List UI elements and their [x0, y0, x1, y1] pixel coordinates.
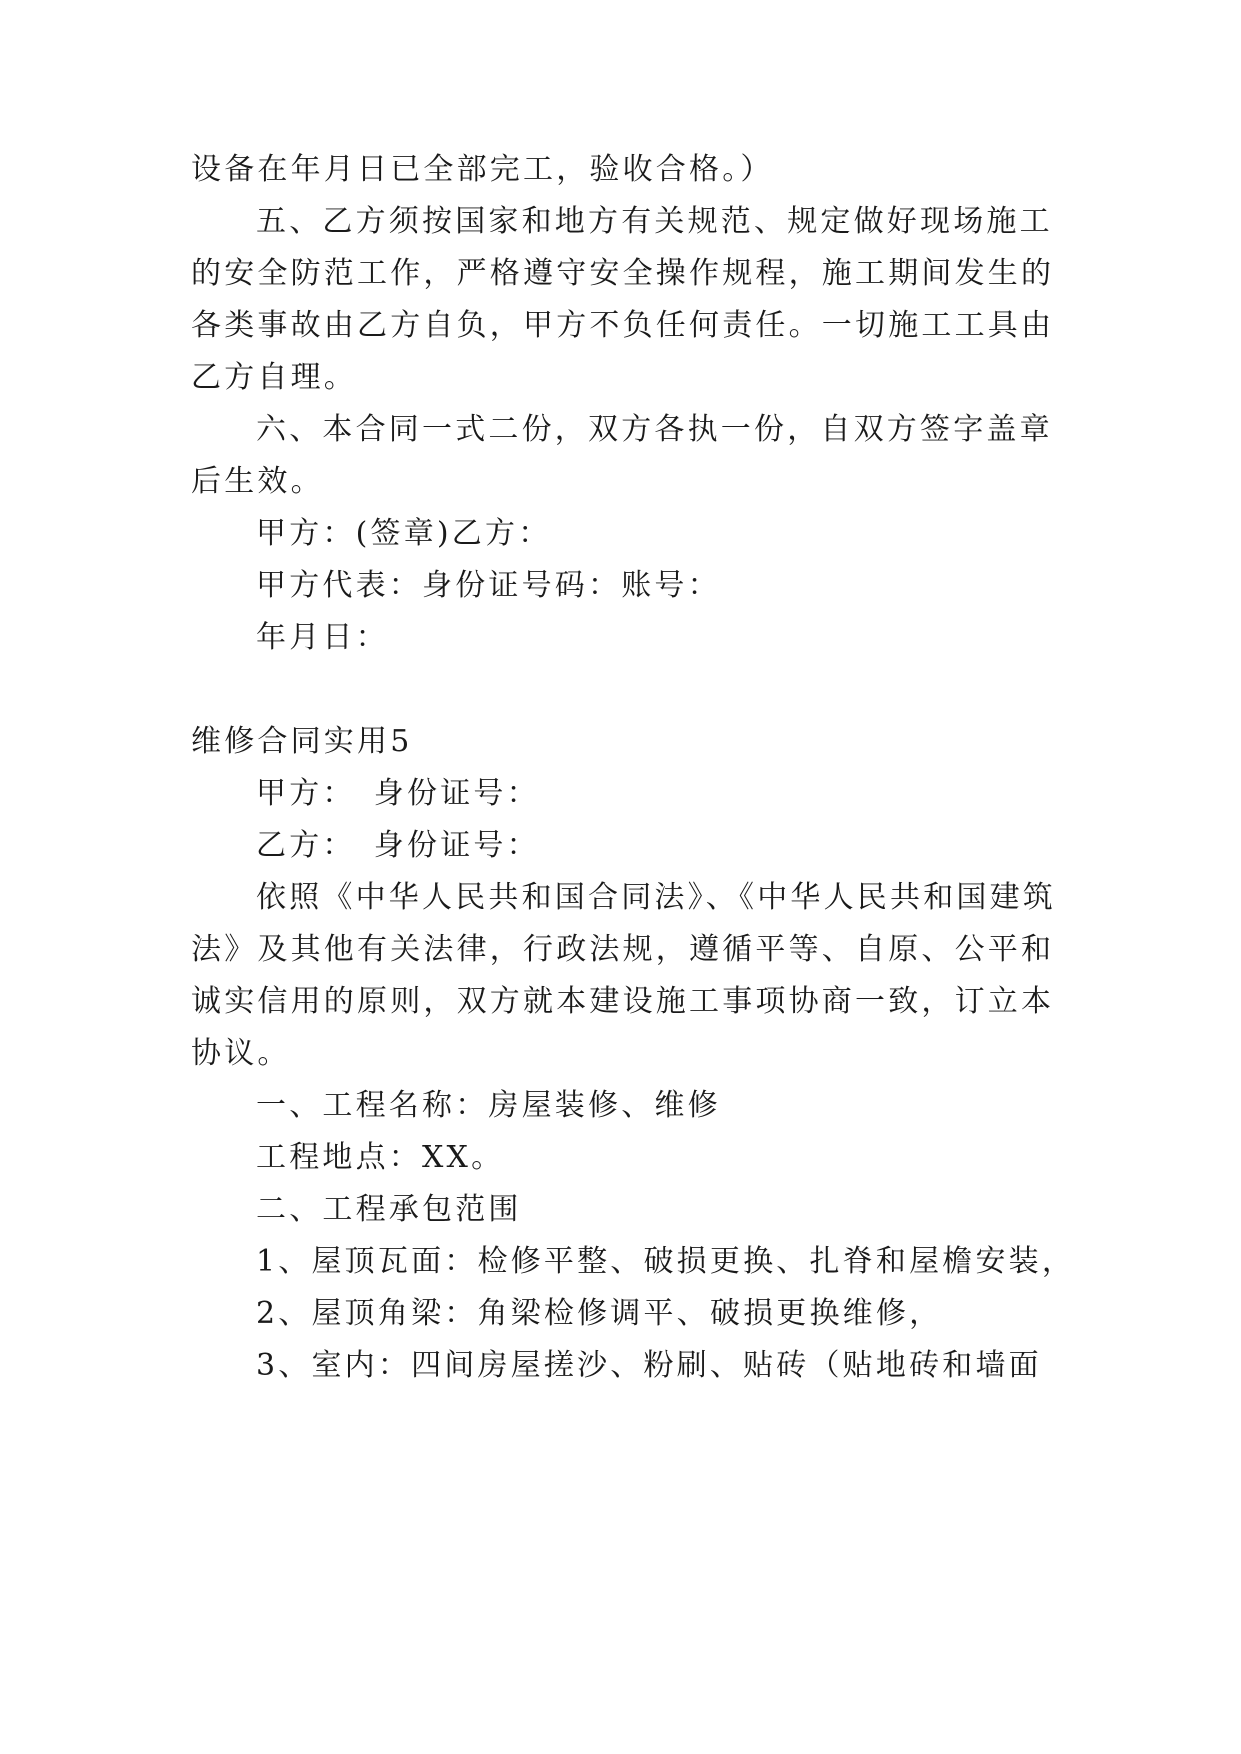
party-b-line: 乙方： 身份证号：	[256, 828, 540, 863]
list-item: 3、室内：四间房屋搓沙、粉刷、贴砖（贴地砖和墙面	[256, 1348, 1042, 1383]
signature-date-line: 年月日：	[256, 620, 389, 655]
list-item: 2、屋顶角梁：角梁检修调平、破损更换维修，	[256, 1296, 943, 1331]
text-line: 设备在年月日已全部完工，验收合格。）	[191, 152, 774, 187]
clause-line: 工程地点：XX。	[256, 1140, 505, 1175]
text-line: 法》及其他有关法律，行政法规，遵循平等、自原、公平和	[191, 932, 1055, 967]
clause-line: 一、工程名称：房屋装修、维修	[256, 1088, 721, 1123]
clause-line: 二、工程承包范围	[256, 1192, 522, 1227]
signature-representative-line: 甲方代表：身份证号码：账号：	[256, 568, 721, 603]
text-line: 协议。	[191, 1036, 291, 1071]
text-line: 的安全防范工作，严格遵守安全操作规程，施工期间发生的	[191, 256, 1055, 291]
paragraph-line: 依照《中华人民共和国合同法》、《中华人民共和国建筑	[256, 880, 1056, 915]
signature-party-line: 甲方：(签章)乙方：	[256, 516, 552, 551]
text-line: 后生效。	[191, 464, 324, 499]
party-a-line: 甲方： 身份证号：	[256, 776, 540, 811]
paragraph-line: 五、乙方须按国家和地方有关规范、规定做好现场施工	[256, 204, 1053, 239]
paragraph-line: 六、本合同一式二份，双方各执一份，自双方签字盖章	[256, 412, 1053, 447]
list-item: 1、屋顶瓦面：检修平整、破损更换、扎脊和屋檐安装，	[256, 1244, 1076, 1279]
text-line: 各类事故由乙方自负，甲方不负任何责任。一切施工工具由	[191, 308, 1055, 343]
text-line: 乙方自理。	[191, 360, 357, 395]
section-heading: 维修合同实用5	[191, 724, 413, 759]
text-line: 诚实信用的原则，双方就本建设施工事项协商一致，订立本	[191, 984, 1055, 1019]
